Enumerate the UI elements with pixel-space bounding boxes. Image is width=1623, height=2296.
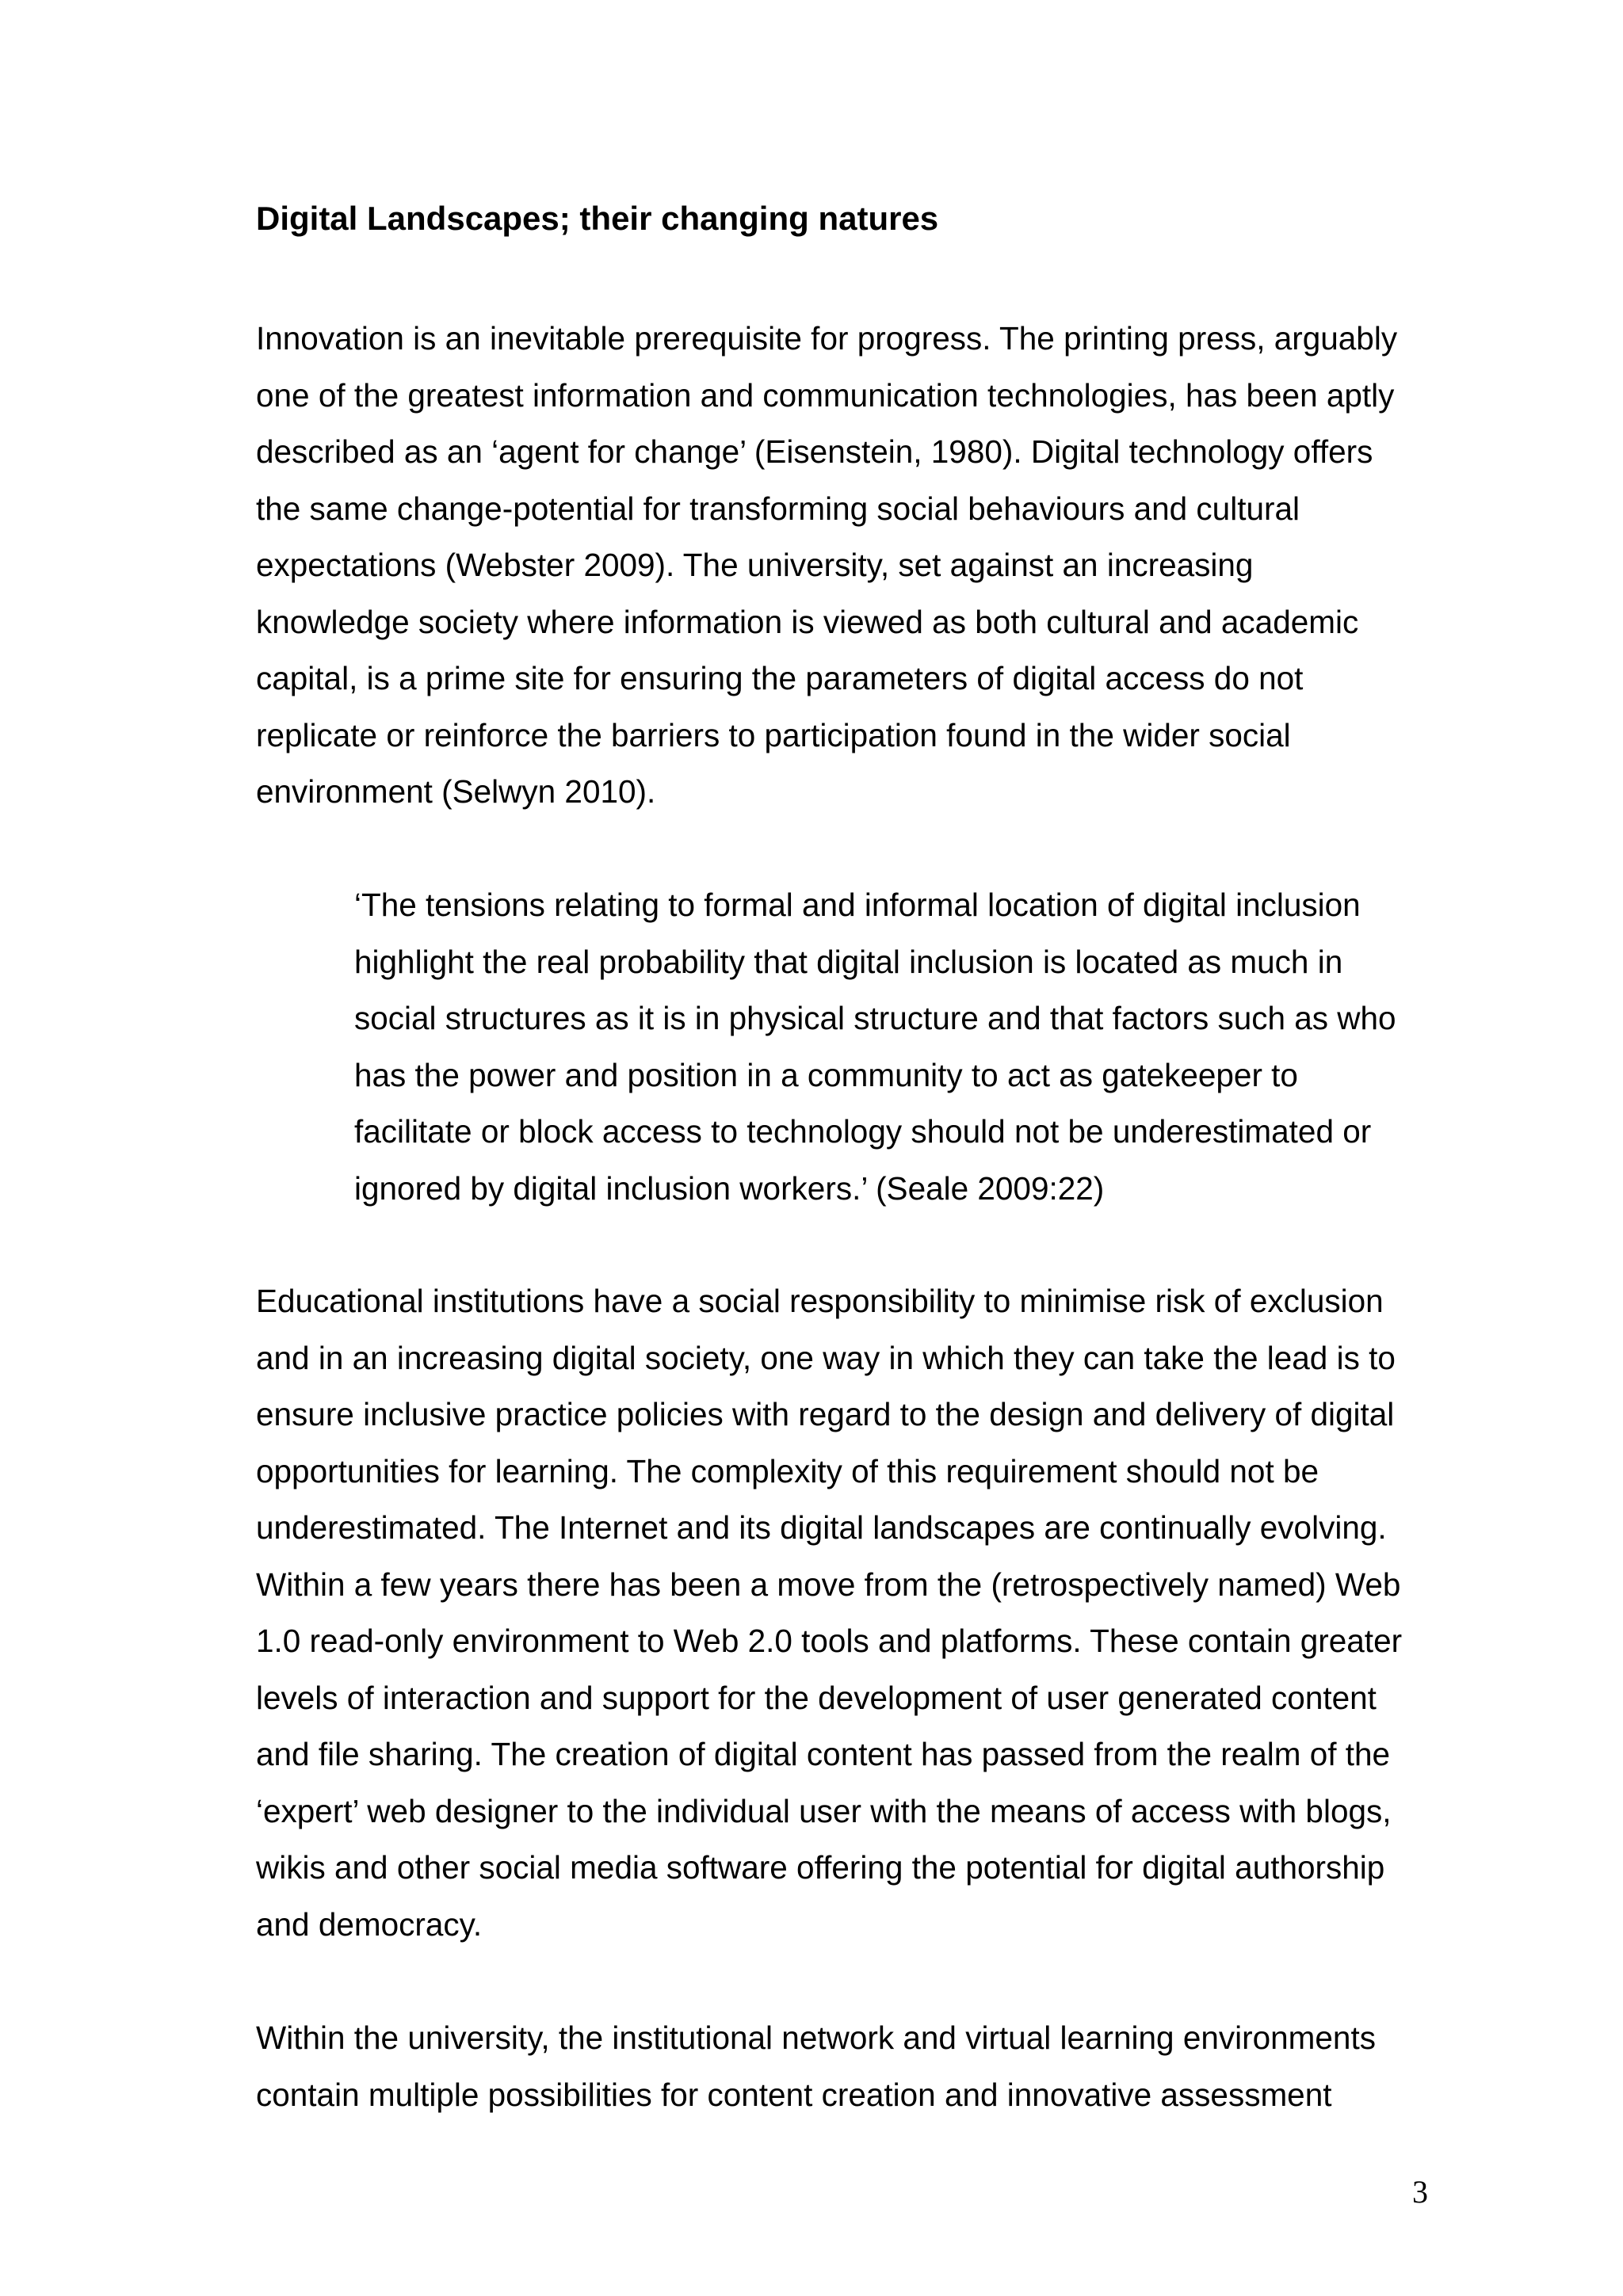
- text-line: capital, is a prime site for ensuring the parameters of digital access do not: [256, 660, 1304, 696]
- text-line: one of the greatest information and communication technologies, has been aptly: [256, 376, 1395, 414]
- text-line: described as an ‘agent for change’ (Eisenstein, 1980). Digital technology offers: [256, 433, 1373, 470]
- section-heading: Digital Landscapes; their changing natures: [256, 200, 939, 237]
- text-line: contain multiple possibilities for content creation and innovative assessment: [256, 2076, 1332, 2113]
- quote-line: has the power and position in a community to act as gatekeeper to: [354, 1056, 1298, 1093]
- text-line: wikis and other social media software offering the potential for digital authorship: [256, 1849, 1385, 1886]
- quote-line: highlight the real probability that digital inclusion is located as much in: [354, 943, 1343, 980]
- text-line: environment (Selwyn 2010).: [256, 773, 656, 810]
- quote-line: ‘The tensions relating to formal and informal location of digital inclusion: [354, 887, 1361, 923]
- text-line: replicate or reinforce the barriers to participation found in the wider social: [256, 716, 1291, 753]
- paragraph-3: [256, 2010, 1445, 2123]
- text-line: 1.0 read-only environment to Web 2.0 tools and platforms. These contain greater: [256, 1623, 1403, 1659]
- paragraph-2: [256, 1273, 1445, 1953]
- paragraph-1: [256, 311, 1445, 821]
- text-line: Within a few years there has been a move from the (retrospectively named) Web: [256, 1566, 1401, 1603]
- text-line: and democracy.: [256, 1905, 483, 1943]
- text-line: expectations (Webster 2009). The university, set against an increasing: [256, 547, 1254, 583]
- quote-line: social structures as it is in physical structure and that factors such as who: [354, 1000, 1396, 1036]
- text-line: ensure inclusive practice policies with regard to the design and delivery of digital: [256, 1396, 1395, 1432]
- text-line: ‘expert’ web designer to the individual user with the means of access with blogs,: [256, 1792, 1392, 1829]
- text-line: Innovation is an inevitable prerequisite for progress. The printing press, arguably: [256, 320, 1398, 357]
- text-line: and file sharing. The creation of digital content has passed from the realm of the: [256, 1736, 1391, 1772]
- text-line: the same change-potential for transforming social behaviours and cultural: [256, 490, 1300, 527]
- text-line: and in an increasing digital society, one way in which they can take the lead is to: [256, 1339, 1396, 1376]
- block-quote: [354, 877, 1448, 1217]
- text-line: levels of interaction and support for the development of user generated content: [256, 1679, 1377, 1716]
- text-line: knowledge society where information is viewed as both cultural and academic: [256, 603, 1359, 640]
- text-line: opportunities for learning. The complexity of this requirement should not be: [256, 1452, 1319, 1489]
- page-number: 3: [1412, 2174, 1428, 2210]
- quote-line: ignored by digital inclusion workers.’ (Seale 2009:22): [354, 1169, 1105, 1207]
- quote-line: facilitate or block access to technology should not be underestimated or: [354, 1113, 1372, 1150]
- text-line: Educational institutions have a social responsibility to minimise risk of exclusion: [256, 1283, 1384, 1319]
- text-line: underestimated. The Internet and its digital landscapes are continually evolving.: [256, 1509, 1387, 1546]
- text-line: Within the university, the institutional network and virtual learning environments: [256, 2019, 1376, 2056]
